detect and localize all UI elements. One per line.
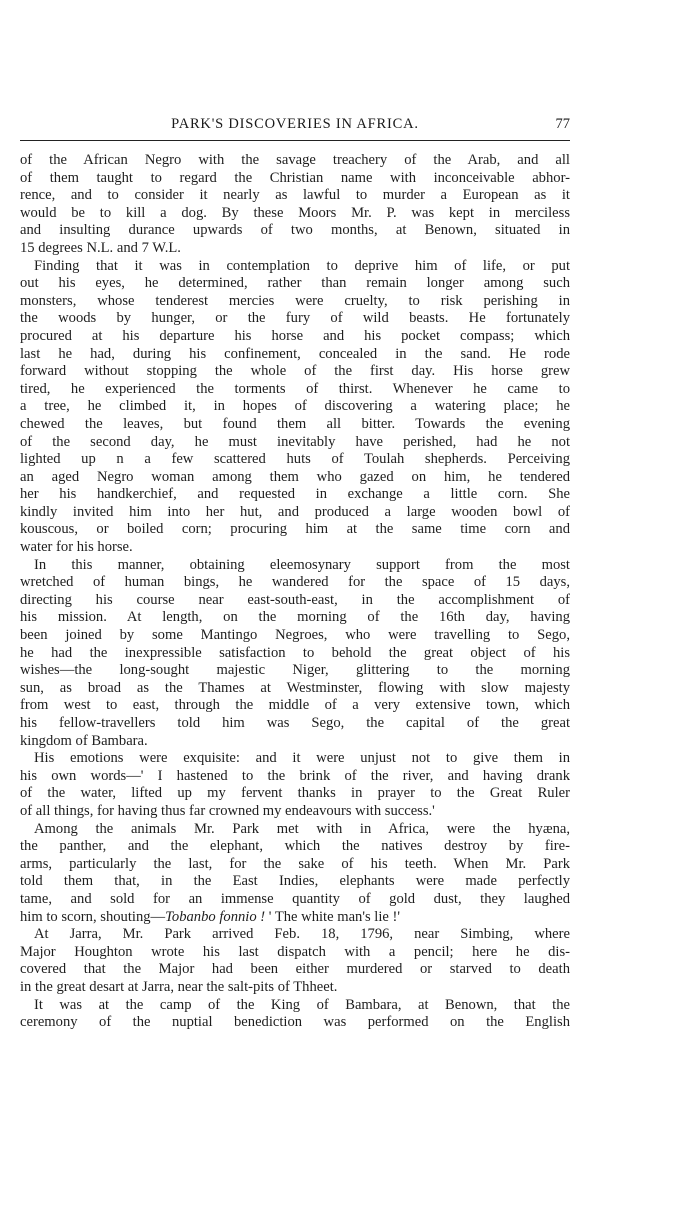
text-line: kouscous, or boiled corn; procuring him at the same time corn and bbox=[20, 521, 570, 538]
text-line: kingdom of Bambara. bbox=[20, 732, 148, 749]
text-line: covered that the Major had been either murdered or starved to death bbox=[20, 961, 570, 978]
text-line: ceremony of the nuptial benediction was performed on the English bbox=[20, 1014, 570, 1031]
italic-exclamation: Tobanbo fonnio ! bbox=[165, 908, 266, 925]
page-number: 77 bbox=[555, 116, 570, 132]
body-text bbox=[20, 152, 570, 1032]
page-header bbox=[20, 110, 570, 141]
text-line: tired, he experienced the torments of thirst. Whenever he came to bbox=[20, 380, 570, 397]
text-line: of the water, lifted up my fervent thanks in prayer to the Great Ruler bbox=[20, 785, 570, 802]
text-line: In this manner, obtaining eleemosynary support from the most bbox=[34, 556, 570, 573]
text-line: rence, and to consider it nearly as lawful to murder a European as it bbox=[20, 187, 570, 204]
text-line-segment: him to scorn, shouting— bbox=[20, 908, 166, 925]
text-line: Among the animals Mr. Park met with in Africa, were the hyæna, bbox=[34, 820, 570, 837]
text-line: lighted up n a few scattered huts of Toulah shepherds. Perceiving bbox=[20, 451, 570, 468]
text-line: 15 degrees N.L. and 7 W.L. bbox=[20, 239, 181, 256]
book-page bbox=[20, 110, 570, 1032]
text-line: Finding that it was in contemplation to deprive him of life, or put bbox=[34, 257, 570, 274]
text-line: procured at his departure his horse and his pocket compass; which bbox=[20, 327, 570, 344]
text-line: forward without stopping the whole of the first day. His horse grew bbox=[20, 363, 570, 380]
text-line: his mission. At length, on the morning of the 16th day, having bbox=[20, 609, 570, 626]
text-line: His emotions were exquisite: and it were unjust not to give them in bbox=[34, 750, 570, 767]
text-line: Major Houghton wrote his last dispatch with a pencil; here he dis- bbox=[20, 943, 570, 960]
text-line: his own words—' I hastened to the brink of the river, and having drank bbox=[20, 767, 570, 784]
text-line: tame, and sold for an immense quantity of gold dust, they laughed bbox=[20, 890, 570, 907]
text-line: and insulting durance upwards of two months, at Benown, situated in bbox=[20, 222, 570, 239]
text-line: from west to east, through the middle of a very extensive town, which bbox=[20, 697, 570, 714]
text-line: her his handkerchief, and requested in exchange a little corn. She bbox=[20, 486, 570, 503]
text-line: of the African Negro with the savage treachery of the Arab, and all bbox=[20, 152, 570, 168]
text-line: sun, as broad as the Thames at Westminster, flowing with slow majesty bbox=[20, 679, 570, 696]
text-line: At Jarra, Mr. Park arrived Feb. 18, 1796, near Simbing, where bbox=[34, 926, 570, 943]
text-line: a tree, he climbed it, in hopes of discovering a watering place; he bbox=[20, 398, 570, 415]
text-line bbox=[20, 909, 570, 927]
text-line: he had the inexpressible satisfaction to behold the great object of his bbox=[20, 644, 570, 661]
text-line: chewed the leaves, but found them all bitter. Towards the evening bbox=[20, 415, 570, 432]
text-line: been joined by some Mantingo Negroes, who were travelling to Sego, bbox=[20, 627, 570, 644]
text-line: kindly invited him into her hut, and produced a large wooden bowl of bbox=[20, 503, 570, 520]
text-line: would be to kill a dog. By these Moors Mr. P. was kept in merciless bbox=[20, 204, 570, 221]
text-line: arms, particularly the last, for the sake of his teeth. When Mr. Park bbox=[20, 855, 570, 872]
text-line: monsters, whose tenderest mercies were cruelty, to risk perishing in bbox=[20, 292, 570, 309]
text-line: an aged Negro woman among them who gazed on him, he tendered bbox=[20, 468, 570, 485]
text-line: told them that, in the East Indies, elephants were made perfectly bbox=[20, 873, 570, 890]
text-line: It was at the camp of the King of Bambara, at Benown, that the bbox=[34, 996, 570, 1013]
text-line: last he had, during his confinement, concealed in the sand. He rode bbox=[20, 345, 570, 362]
running-title: PARK'S DISCOVERIES IN AFRICA. bbox=[171, 116, 419, 132]
text-line: in the great desart at Jarra, near the salt-pits of Thheet. bbox=[20, 978, 338, 995]
text-line: wishes—the long-sought majestic Niger, glittering to the morning bbox=[20, 662, 570, 679]
text-line: water for his horse. bbox=[20, 539, 133, 556]
text-line: the woods by hunger, or the fury of wild beasts. He fortunately bbox=[20, 310, 570, 327]
text-line: his fellow-travellers told him was Sego, the capital of the great bbox=[20, 715, 570, 731]
text-line: of them taught to regard the Christian name with inconceivable abhor- bbox=[20, 169, 570, 186]
text-line: directing his course near east-south-east, in the accomplishment of bbox=[20, 591, 570, 608]
text-line: wretched of human bings, he wandered for the space of 15 days, bbox=[20, 574, 570, 591]
text-line-segment: ' The white man's lie !' bbox=[265, 908, 401, 925]
text-line: out his eyes, he determined, rather than remain longer among such bbox=[20, 275, 570, 292]
text-line: of the second day, he must inevitably have perished, had he not bbox=[20, 433, 570, 450]
text-line: of all things, for having thus far crowned my endeavours with success.' bbox=[20, 802, 435, 819]
text-line: the panther, and the elephant, which the natives destroy by fire- bbox=[20, 838, 570, 855]
